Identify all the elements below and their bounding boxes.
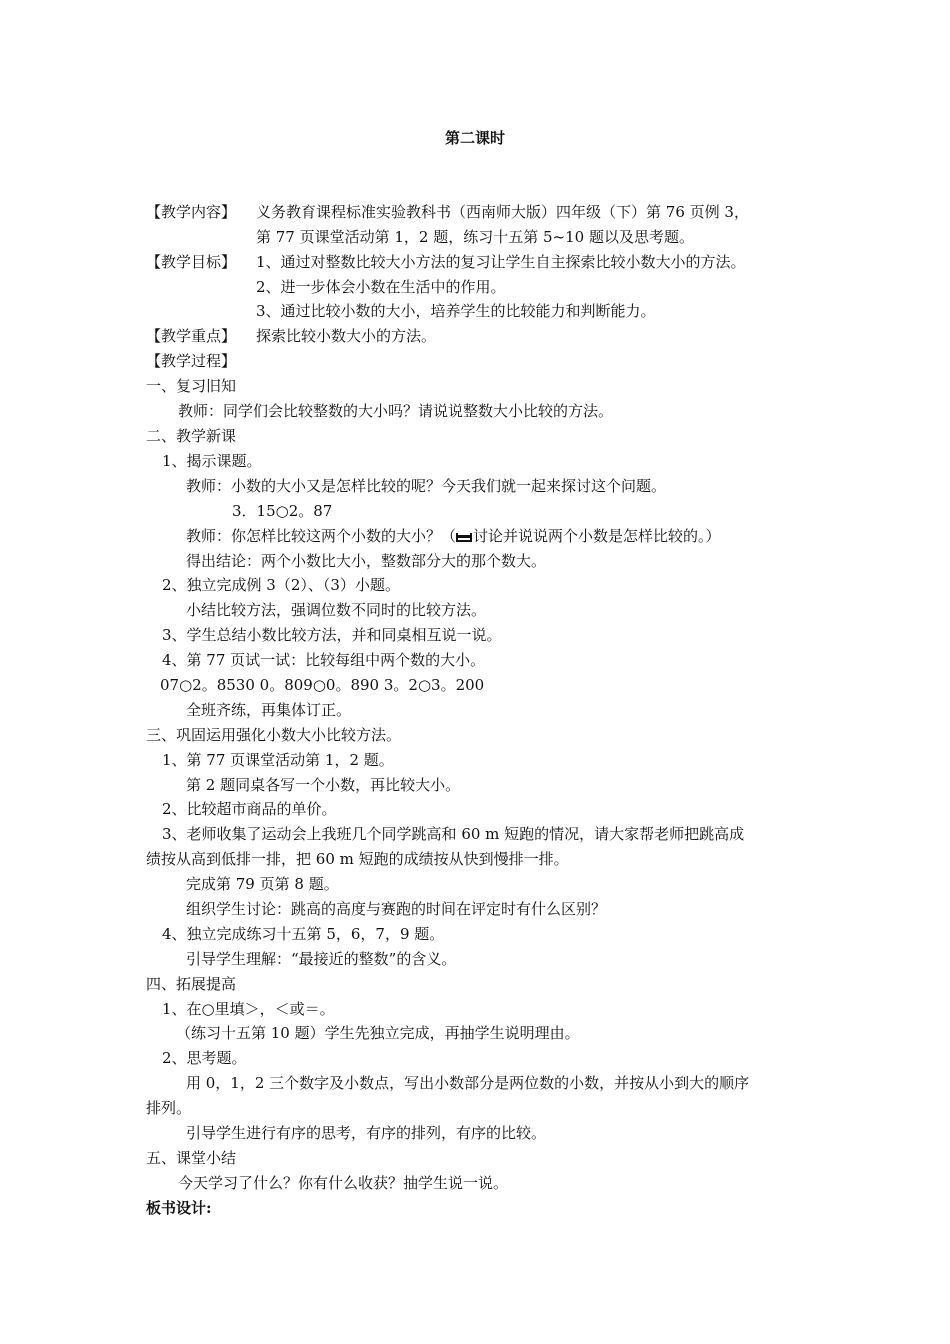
paragraph: 完成第 79 页第 8 题。 xyxy=(186,875,339,893)
paragraph: 绩按从高到低排一排，把 60 m 短跑的成绩按从快到慢排一排。 xyxy=(146,850,569,868)
content-line-2: 第 77 页课堂活动第 1，2 题，练习十五第 5~10 题以及思考题。 xyxy=(256,228,694,246)
paragraph: 用 0，1，2 三个数字及小数点，写出小数部分是两位数的小数，并按从小到大的顺序 xyxy=(186,1074,750,1092)
paragraph: 第 2 题同桌各写一个小数，再比较大小。 xyxy=(186,776,461,794)
process-label: 【教学过程】 xyxy=(146,352,237,370)
paragraph: （练习十五第 10 题）学生先独立完成，再抽学生说明理由。 xyxy=(176,1024,580,1042)
paragraph: 组织学生讨论：跳高的高度与赛跑的时间在评定时有什么区别？ xyxy=(186,900,607,918)
section-heading: 二、教学新课 xyxy=(146,427,237,445)
list-item: 4、第 77 页试一试：比较每组中两个数的大小。 xyxy=(162,651,486,669)
goals-label: 【教学目标】 xyxy=(146,253,237,271)
goal-item-2: 2、进一步体会小数在生活中的作用。 xyxy=(256,278,506,296)
focus-text: 探索比较小数大小的方法。 xyxy=(256,327,437,345)
list-item: 2、比较超市商品的单价。 xyxy=(162,800,337,818)
list-item: 1、在○里填＞，＜或＝。 xyxy=(162,1000,335,1018)
paragraph: 排列。 xyxy=(146,1099,192,1117)
list-item: 4、独立完成练习十五第 5，6，7，9 题。 xyxy=(162,925,445,943)
section-heading: 五、课堂小结 xyxy=(146,1149,237,1167)
list-item: 1、揭示课题。 xyxy=(162,452,262,470)
paragraph: 小结比较方法，强调位数不同时的比较方法。 xyxy=(186,601,487,619)
paragraph: 引导学生理解：“最接近的整数”的含义。 xyxy=(186,950,457,968)
goal-item-1: 1、通过对整数比较大小方法的复习让学生自主探索比较小数大小的方法。 xyxy=(256,253,746,271)
bracket-mark-icon xyxy=(456,533,472,542)
paragraph: 教师：同学们会比较整数的大小吗？请说说整数大小比较的方法。 xyxy=(178,402,614,420)
section-heading: 一、复习旧知 xyxy=(146,377,237,395)
math-expression: 07○2。8530 0。809○0。890 3。2○3。200 xyxy=(160,676,485,694)
goal-item-3: 3、通过比较小数的大小，培养学生的比较能力和判断能力。 xyxy=(256,302,656,320)
paragraph: 全班齐练，再集体订正。 xyxy=(186,701,352,719)
focus-label: 【教学重点】 xyxy=(146,327,237,345)
paragraph: 教师：小数的大小又是怎样比较的呢？今天我们就一起来探讨这个问题。 xyxy=(186,477,667,495)
section-heading: 三、巩固运用强化小数大小比较方法。 xyxy=(146,726,402,744)
list-item: 1、第 77 页课堂活动第 1，2 题。 xyxy=(162,751,394,769)
math-expression: 3．15○2。87 xyxy=(232,502,333,520)
paragraph-text: 讨论并说说两个小数是怎样比较的。） xyxy=(473,527,721,545)
list-item: 3、学生总结小数比较方法，并和同桌相互说一说。 xyxy=(162,626,502,644)
paragraph: 得出结论：两个小数比大小，整数部分大的那个数大。 xyxy=(186,552,547,570)
board-design-label: 板书设计: xyxy=(146,1199,212,1217)
list-item: 2、思考题。 xyxy=(162,1049,247,1067)
paragraph xyxy=(186,526,721,546)
paragraph: 引导学生进行有序的思考，有序的排列，有序的比较。 xyxy=(186,1124,547,1142)
paragraph: 今天学习了什么？你有什么收获？抽学生说一说。 xyxy=(178,1174,509,1192)
paragraph-text: 教师：你怎样比较这两个小数的大小？（ xyxy=(186,527,457,545)
list-item: 2、独立完成例 3（2）、（3）小题。 xyxy=(162,576,400,594)
section-heading: 四、拓展提高 xyxy=(146,975,237,993)
content-label: 【教学内容】 xyxy=(146,203,237,221)
content-line-1: 义务教育课程标准实验教科书（西南师大版）四年级（下）第 76 页例 3， xyxy=(256,203,749,221)
list-item: 3、老师收集了运动会上我班几个同学跳高和 60 m 短跑的情况，请大家帮老师把跳高成 xyxy=(162,825,745,843)
page-title: 第二课时 xyxy=(444,129,505,147)
